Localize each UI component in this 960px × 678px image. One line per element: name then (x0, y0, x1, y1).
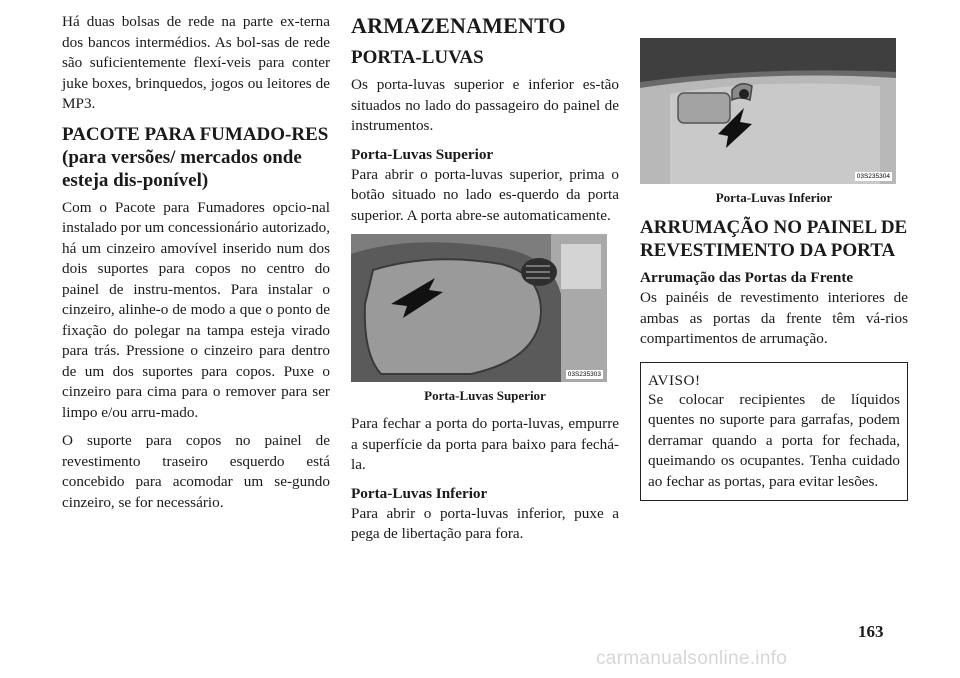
figure-lower-glovebox (640, 38, 896, 184)
warning-text: Se colocar recipientes de líquidos quentes no suporte para garrafas, podem derramar quando a porta for fechada, queimando os ocupantes. Tenha cuidado ao fechar as portas, para evitar lesões. (648, 390, 900, 490)
figure-code: 03S235304 (856, 173, 890, 180)
figure-caption-lower: Porta-Luvas Inferior (715, 190, 833, 205)
figure-caption-upper: Porta-Luvas Superior (424, 388, 546, 403)
paragraph-ashtray: Com o Pacote para Fumadores opcio-nal instalado por um concessionário autorizado, há um cinzeiro amovível inserido num dos dois suportes para copos no centro do painel de instru-mentos. Para instalar o cinzeiro, alinhe-o de modo a que o ponto de fixação do polegar na tampa esteja virado para trás. Pressione o cinzeiro para dentro de um dos suportes para copos. Puxe o cinzeiro para cima para o remover para ser limpo e/ou arru-mado. (62, 198, 330, 421)
watermark: carmanualsonline.info (596, 648, 788, 669)
column-right (640, 38, 908, 501)
upper-glovebox-illustration (351, 234, 607, 382)
figure-code: 03S235303 (567, 371, 601, 378)
paragraph-cupholder: O suporte para copos no painel de revestimento traseiro esquerdo está concebido para acomodar um se-gundo cinzeiro, se for necessário. (62, 432, 330, 511)
warning-box (640, 362, 908, 502)
page-number: 163 (858, 622, 884, 641)
paragraph-close-glovebox: Para fechar a porta do porta-luvas, empurre a superfície da porta para baixo para fechá-la. (351, 415, 619, 473)
heading-glovebox: PORTA-LUVAS (351, 47, 484, 68)
paragraph-front-doors: Os painéis de revestimento interiores de ambas as portas da frente têm vá-rios compartimentos de arrumação. (640, 289, 908, 347)
column-left (62, 12, 330, 521)
warning-title: AVISO! (648, 371, 701, 389)
paragraph-upper-glovebox-open: Para abrir o porta-luvas superior, prima o botão situado no lado es-querdo da porta superior. A porta abre-se automaticamente. (351, 165, 619, 224)
subheading-upper-glovebox: Porta-Luvas Superior (351, 145, 494, 163)
heading-door-trim-storage: ARRUMAÇÃO NO PAINEL DE REVESTIMENTO DA PORTA (640, 217, 908, 261)
paragraph-glovebox-location: Os porta-luvas superior e inferior es-tão situados no lado do passageiro do painel de instrumentos. (351, 76, 619, 134)
figure-upper-glovebox (351, 234, 607, 382)
heading-storage: ARMAZENAMENTO (351, 13, 566, 38)
column-middle (351, 12, 619, 553)
heading-smokers-pack: PACOTE PARA FUMADO-RES (para versões/ mercados onde esteja dis-ponível) (62, 123, 329, 191)
subheading-lower-glovebox: Porta-Luvas Inferior (351, 484, 488, 502)
paragraph-net-bags: Há duas bolsas de rede na parte ex-terna dos bancos intermédios. As bol-sas de rede são suficientemente flexí-veis para conter juke boxes, brinquedos, jogos ou leitores de MP3. (62, 13, 330, 112)
subheading-front-doors: Arrumação das Portas da Frente (640, 269, 854, 286)
lower-glovebox-illustration (640, 38, 896, 184)
paragraph-lower-glovebox-open: Para abrir o porta-luvas inferior, puxe a pega de libertação para fora. (351, 504, 619, 542)
